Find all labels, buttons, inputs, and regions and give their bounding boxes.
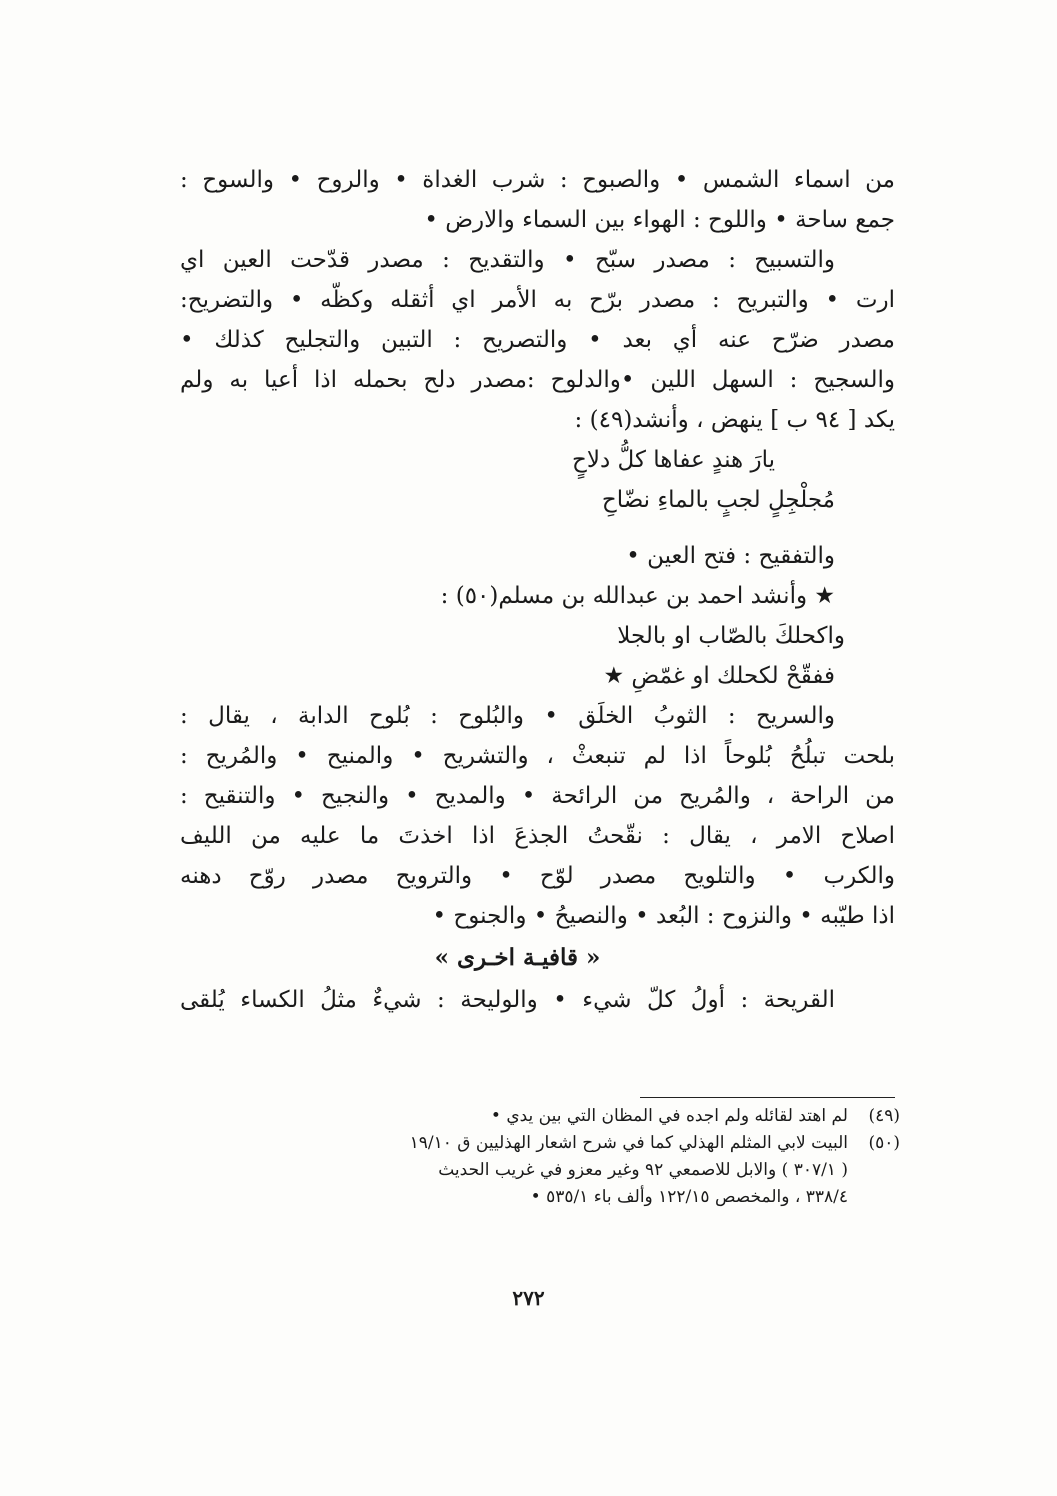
text-line: بلحت تبلُحُ بُلوحاً اذا لم تنبعثْ ، والتشريح • والمنيح • والمُريح : (180, 743, 895, 769)
verse-line: واكحلكَ بالصّاب او بالجلا (617, 623, 845, 649)
footnotes (180, 1103, 900, 1211)
text-line: والسجيح : السهل اللين •والدلوح :مصدر دلح بحمله اذا أعيا به ولم (180, 367, 895, 393)
verse-gap (180, 520, 895, 536)
verse-line: ففقّحْ لكحلك او غمّضِ ★ (603, 663, 835, 689)
page-number: ٢٧٢ (512, 1286, 545, 1310)
text-line: القريحة : أولُ كلّ شيء • والوليحة : شيءٌ مثلُ الكساء يُلقى (180, 987, 835, 1013)
text-line: والسريح : الثوبُ الخلَق • والبُلوح : بُلوح الدابة ، يقال : (180, 703, 835, 729)
footnote-text: لم اهتد لقائله ولم اجده في المظان التي بين يدي • (490, 1106, 848, 1126)
footnote-49 (180, 1103, 900, 1130)
text-line: ارت • والتبريح : مصدر برّح به الأمر اي أثقله وكظّه • والتضريح: (180, 287, 895, 313)
footnote-number: (٤٩) (868, 1106, 900, 1126)
footnote-text: البيت لابي المثلم الهذلي كما في شرح اشعار الهذليين ق ١٩/١٠ (409, 1133, 848, 1153)
text-line: ★ وأنشد احمد بن عبدالله بن مسلم(٥٠) : (440, 583, 835, 609)
main-text (180, 160, 895, 1020)
text-line: والتفقيح : فتح العين • (626, 543, 835, 569)
section-heading: « قافيـة اخـرى » (434, 944, 601, 971)
text-line: من اسماء الشمس • والصبوح : شرب الغداة • والروح • والسوح : (180, 167, 895, 193)
text-line: يكد [ ٩٤ ب ] ينهض ، وأنشد(٤٩) : (574, 407, 895, 433)
text-line: اصلاح الامر ، يقال : نقّحتُ الجذعَ اذا اخذتَ ما عليه من الليف (180, 823, 895, 849)
verse-line: يارَ هندٍ عفاها كلُّ دلاحٍ (572, 447, 775, 473)
text-line: اذا طيّبه • والنزوح : البُعد • والنصيحُ • والجنوح • (432, 903, 895, 929)
text-line: من الراحة ، والمُريح من الرائحة • والمديح • والنجيح • والتنقيح : (180, 783, 895, 809)
text-line: مصدر ضرّح عنه أي بعد • والتصريح : التبين والتجليح كذلك • (180, 327, 895, 353)
footnote-divider (640, 1097, 895, 1098)
verse-line: مُجلْجِلٍ لجبٍ بالماءِ نضّاحِ (601, 487, 835, 513)
footnote-continuation: ٣٣٨/٤ ، والمخصص ١٢٢/١٥ وألف باء ٥٣٥/١ • (530, 1187, 848, 1207)
footnote-50 (180, 1130, 900, 1157)
text-line: والكرب • والتلويح مصدر لوّح • والترويح مصدر روّح دهنه (180, 863, 895, 889)
footnote-continuation: ( ٣٠٧/١ ) والابل للاصمعي ٩٢ وغير معزو في غريب الحديث (438, 1160, 848, 1180)
text-line: والتسبيح : مصدر سبّح • والتقديح : مصدر قدّحت العين اي (180, 247, 835, 273)
footnote-number: (٥٠) (868, 1133, 900, 1153)
text-line: جمع ساحة • واللوح : الهواء بين السماء والارض • (424, 207, 895, 233)
